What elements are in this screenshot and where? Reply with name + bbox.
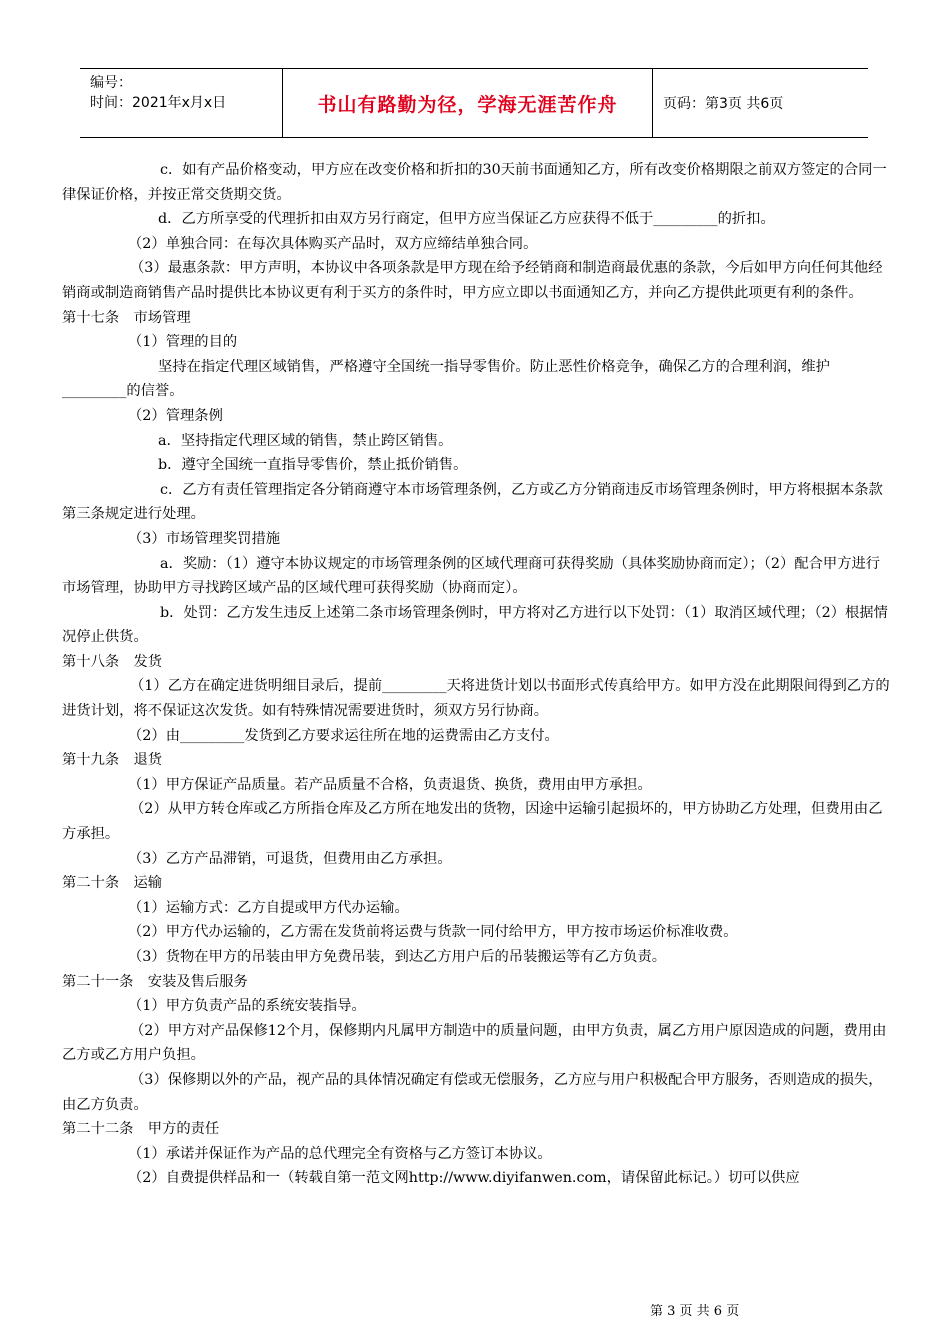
paragraph: a．坚持指定代理区域的销售，禁止跨区销售。 — [158, 432, 453, 449]
paragraph: （3）乙方产品滞销，可退货，但费用由乙方承担。 — [128, 850, 452, 867]
paragraph: c．乙方有责任管理指定各分销商遵守本市场管理条例，乙方或乙方分销商违反市场管理条例时，甲方将根据本条款第三条规定进行处理。 — [62, 481, 883, 523]
paragraph: （1）甲方保证产品质量。若产品质量不合格，负责退货、换货，费用由甲方承担。 — [128, 776, 652, 793]
paragraph: d．乙方所享受的代理折扣由双方另行商定，但甲方应当保证乙方应获得不低于_________的折扣。 — [158, 211, 775, 228]
article-heading: 第十八条 发货 — [62, 653, 163, 670]
paragraph: （2）管理条例 — [128, 407, 223, 424]
paragraph: b．处罚：乙方发生违反上述第二条市场管理条例时，甲方将对乙方进行以下处罚：（1）取消区域代理；（2）根据情况停止供货。 — [62, 604, 888, 646]
paragraph: （2）单独合同：在每次具体购买产品时，双方应缔结单独合同。 — [128, 235, 538, 252]
paragraph: （1）甲方负责产品的系统安装指导。 — [128, 998, 366, 1015]
article-heading: 第二十二条 甲方的责任 — [62, 1121, 220, 1138]
paragraph: b．遵守全国统一直指导零售价，禁止抵价销售。 — [158, 457, 468, 474]
paragraph: （1）运输方式：乙方自提或甲方代办运输。 — [128, 899, 409, 916]
document-code-label: 编号： — [90, 75, 132, 91]
article-heading: 第二十一条 安装及售后服务 — [62, 973, 248, 990]
paragraph: （2）从甲方转仓库或乙方所指仓库及乙方所在地发出的货物，因途中运输引起损坏的，甲方协助乙方处理，但费用由乙方承担。 — [62, 801, 883, 843]
header-meta — [80, 69, 283, 137]
header-motto: 书山有路勤为径，学海无涯苦作舟 — [283, 69, 653, 137]
article-heading: 第二十条 运输 — [62, 875, 163, 892]
article-heading: 第十七条 市场管理 — [62, 309, 191, 326]
paragraph: c．如有产品价格变动，甲方应在改变价格和折扣的30天前书面通知乙方，所有改变价格期限之前双方签定的合同一律保证价格，并按正常交货期交货。 — [62, 162, 887, 203]
paragraph: （2）自费提供样品和一（转载自第一范文网http://www.diyifanwen.com，请保留此标记。）切可以供应 — [128, 1170, 800, 1187]
paragraph: （1）乙方在确定进货明细目录后，提前_________天将进货计划以书面形式传真给甲方。如甲方没在此期限间得到乙方的进货计划，将不保证这次发货。如有特殊情况需要进货时，须双方另行协商。 — [62, 678, 890, 720]
paragraph: （3）市场管理奖罚措施 — [128, 530, 281, 547]
page-footer: 第 3 页 共 6 页 — [650, 1304, 740, 1319]
paragraph: （2）甲方对产品保修12个月，保修期内凡属甲方制造中的质量问题，由甲方负责，属乙方用户原因造成的问题，费用由乙方或乙方用户负担。 — [62, 1022, 887, 1064]
paragraph: （1）管理的目的 — [128, 334, 238, 351]
document-time-label: 时间：2021年x月x日 — [90, 95, 227, 111]
paragraph: （1）承诺并保证作为产品的总代理完全有资格与乙方签订本协议。 — [128, 1145, 552, 1162]
paragraph: （3）保修期以外的产品，视产品的具体情况确定有偿或无偿服务，乙方应与用户积极配合甲方服务，否则造成的损失，由乙方负责。 — [62, 1071, 883, 1113]
paragraph: a．奖励：（1）遵守本协议规定的市场管理条例的区域代理商可获得奖励（具体奖励协商而定）；（2）配合甲方进行市场管理，协助甲方寻找跨区域产品的区域代理可获得奖励（协商而定）。 — [62, 555, 881, 597]
paragraph: （2）由_________发货到乙方要求运往所在地的运费需由乙方支付。 — [128, 727, 559, 744]
paragraph: （3）货物在甲方的吊装由甲方免费吊装，到达乙方用户后的吊装搬运等有乙方负责。 — [128, 949, 667, 965]
paragraph: （3）最惠条款：甲方声明，本协议中各项条款是甲方现在给予经销商和制造商最优惠的条款，今后如甲方向任何其他经销商或制造商销售产品时提供比本协议更有利于买方的条件时，甲方应立即以书面通知乙方，并向乙方提供此项更有利的条件。 — [62, 260, 883, 301]
article-heading: 第十九条 退货 — [62, 752, 163, 769]
paragraph: 坚持在指定代理区域销售，严格遵守全国统一指导零售价。防止恶性价格竞争，确保乙方的合理利润，维护_________的信誉。 — [62, 358, 830, 400]
header-page-number: 页码：第3页 共6页 — [663, 96, 784, 112]
paragraph: （2）甲方代办运输的，乙方需在发货前将运费与货款一同付给甲方，甲方按市场运价标准收费。 — [128, 924, 738, 941]
page-header — [80, 68, 868, 138]
document-body — [62, 158, 892, 1191]
